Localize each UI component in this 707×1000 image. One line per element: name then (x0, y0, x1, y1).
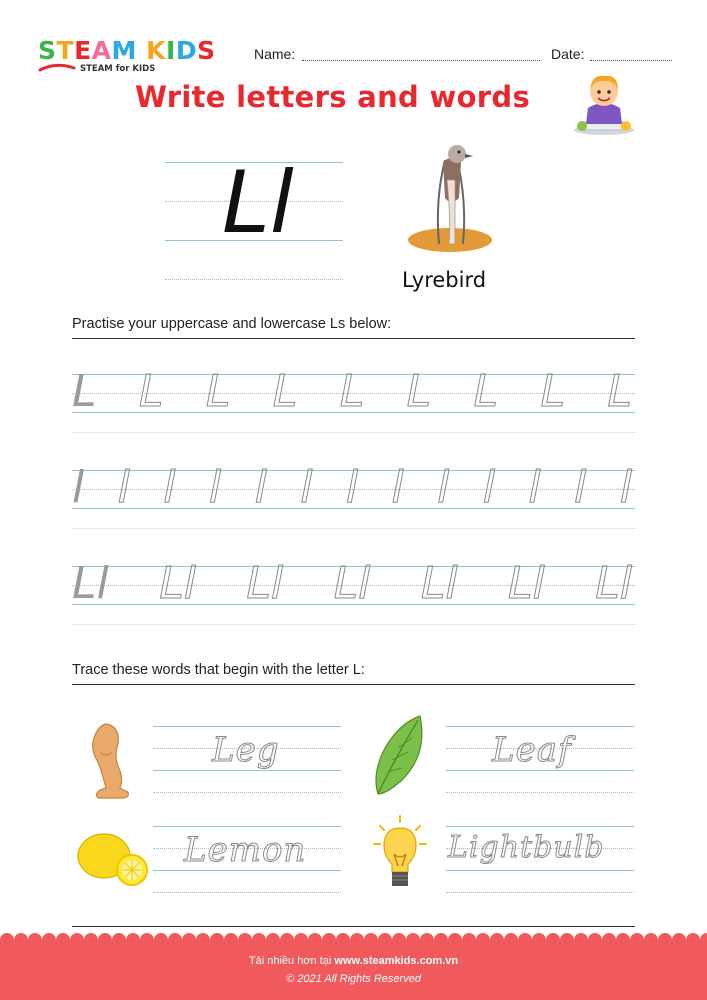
logo-letter (137, 36, 146, 65)
trace-letter[interactable]: Ll (246, 558, 284, 609)
hero-guide-desc (165, 279, 343, 280)
word-guide (153, 892, 341, 893)
name-label: Name: (254, 46, 296, 62)
logo-tagline: STEAM for KIDS (80, 64, 156, 74)
trace-letter[interactable]: Ll (595, 558, 632, 609)
model-letter: l (72, 462, 85, 513)
logo-letter: D (175, 36, 198, 65)
trace-letter[interactable]: l (117, 462, 130, 513)
trace-letter[interactable]: l (437, 462, 450, 513)
word-guide (153, 792, 341, 793)
trace-letter[interactable]: Ll (420, 558, 458, 609)
word-guide (153, 726, 341, 727)
trace-letter[interactable]: Ll (159, 558, 196, 609)
model-letter: L (72, 366, 97, 417)
trace-letter[interactable]: L (339, 366, 365, 417)
trace-letter[interactable]: l (345, 462, 359, 513)
section2-instruction: Trace these words that begin with the letter L: (72, 662, 365, 678)
trace-letter[interactable]: l (254, 462, 267, 513)
logo-letter: A (91, 36, 112, 65)
word-guide (446, 792, 634, 793)
leg-icon (84, 722, 134, 800)
word-guide (446, 726, 634, 727)
trace-letter[interactable]: L (607, 366, 632, 417)
trace-letter[interactable]: L (473, 366, 499, 417)
practice-guide-line (72, 624, 635, 625)
trace-letter[interactable]: L (138, 366, 164, 417)
animal-caption: Lyrebird (402, 268, 487, 292)
trace-letter[interactable]: L (205, 366, 231, 417)
section1-divider (72, 338, 635, 339)
trace-letter[interactable]: Ll (508, 558, 545, 609)
page-title: Write letters and words (135, 80, 531, 114)
word-guide (446, 770, 634, 771)
section2-divider (72, 684, 635, 685)
trace-word-leg: Leg (212, 730, 280, 770)
trace-letter[interactable]: L (540, 366, 565, 417)
footer-prefix: Tải nhiều hơn tại (248, 955, 332, 967)
trace-letter[interactable]: l (208, 462, 222, 513)
steam-kids-logo (38, 36, 238, 76)
section2-bottom-divider (72, 926, 635, 927)
model-letter: Ll (72, 558, 109, 609)
writing-kid-icon (568, 68, 640, 138)
logo-letter: T (56, 36, 75, 65)
trace-word-leaf: Leaf (492, 730, 572, 770)
section1-instruction: Practise your uppercase and lowercase Ls below: (72, 316, 392, 332)
leaf-icon (372, 714, 426, 798)
name-field[interactable] (302, 60, 540, 61)
trace-letter[interactable]: L (272, 366, 298, 417)
footer-download (0, 955, 707, 967)
date-label: Date: (551, 46, 585, 62)
practice-guide-line (72, 528, 635, 529)
footer (0, 940, 707, 1000)
trace-word-lightbulb: Lightbulb (448, 830, 605, 865)
trace-letter[interactable]: l (391, 462, 404, 513)
word-guide (446, 826, 634, 827)
logo-letter: E (74, 36, 92, 65)
lyrebird-icon (405, 140, 497, 262)
date-field[interactable] (590, 60, 672, 61)
logo-letter: S (38, 36, 57, 65)
word-guide (446, 892, 634, 893)
lemon-icon (76, 830, 150, 888)
practice-guide-line (72, 432, 635, 433)
trace-letter[interactable]: Ll (333, 558, 371, 609)
practice-row (72, 558, 632, 609)
lightbulb-icon (372, 814, 428, 894)
hero-letters: Ll (222, 153, 294, 253)
logo-swoosh-icon (38, 60, 78, 74)
practice-row (72, 462, 632, 513)
trace-letter[interactable]: l (619, 462, 632, 513)
trace-letter[interactable]: l (574, 462, 587, 513)
logo-letter: S (197, 36, 216, 65)
word-guide (446, 870, 634, 871)
trace-letter[interactable]: l (482, 462, 495, 513)
word-guide (153, 870, 341, 871)
word-guide (153, 826, 341, 827)
trace-letter[interactable]: l (300, 462, 313, 513)
footer-website-link[interactable]: www.steamkids.com.vn (334, 955, 459, 967)
trace-letter[interactable]: L (406, 366, 432, 417)
footer-copyright: © 2021 All Rights Reserved (286, 973, 421, 985)
logo-letter: M (111, 36, 137, 65)
logo-letter: I (166, 36, 176, 65)
trace-letter[interactable]: l (528, 462, 541, 513)
logo-letter: K (146, 36, 166, 65)
trace-word-lemon: Lemon (184, 830, 307, 870)
practice-row (72, 366, 632, 417)
trace-letter[interactable]: l (163, 462, 176, 513)
word-guide (153, 770, 341, 771)
